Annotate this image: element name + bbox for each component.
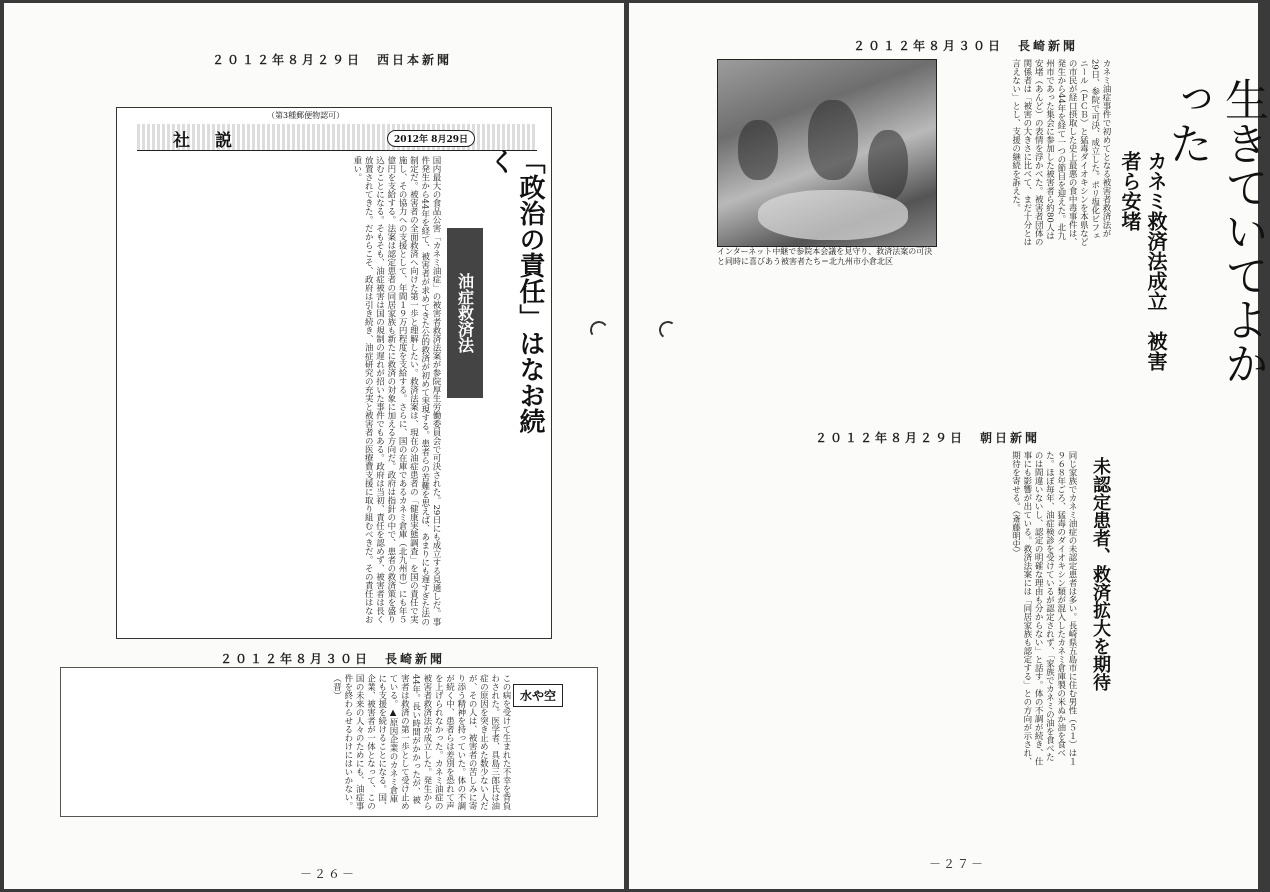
punch-hole-mark xyxy=(658,320,679,341)
left-page-header: ２０１２年８月２９日 西日本新聞 xyxy=(212,53,453,67)
left-page xyxy=(4,3,624,889)
postal-permit: （第3種郵便物認可） xyxy=(267,111,345,120)
editorial-date: 2012年 8月29日 xyxy=(387,130,475,147)
article1-subheadline: カネミ救済法成立 被害者ら安堵 xyxy=(1118,151,1168,371)
punch-hole-mark xyxy=(589,320,610,341)
article2-header: ２０１２年８月２９日 朝日新聞 xyxy=(815,431,1041,445)
article2-body: 同じ家族でカネミ油症の未認定患者は多い。長崎県五島市に住む男性（５１）は１９６８年ごろ、猛毒のダイオキシン類が混入したカネミ倉庫製の米ぬか油を食べた。ほぼ毎年、油症検診を受けているが認定されず、「家族でカネミの油を食べたのは間違いないし、認定の明確な理由も分からない」と話す。体の不調が続き、仕事にも影響が出ている。救済法案には「同居家族も認定する」との方向が示され、期待を寄せる。（斎藤明史） xyxy=(1010,451,1077,766)
article1-clipping xyxy=(713,55,1268,385)
column-body: この病を受けて生まれた不幸を背負わされた。医学者、具島三郎氏は油症の原因を突き止めた数少ない人だが、その人は、被害者の苦しみに寄り添う精神を持っていた。体の不調が続く中、患者らは差別を恐れて声を上げられなかった。カネミ油症の被害者救済法が成立した。発生から44年。長い時間がかかったが、被害者は救済の第一歩として受け止めている。▲原因企業のカネミ倉庫にも支援を続けることになる。国、企業、被害者が一体となって、この国の未来の人々のためにも、油症事件を終わらせるわけにはいかない。（晋） xyxy=(331,674,511,810)
editorial-title: 「政治の責任」はなお続く xyxy=(485,148,545,434)
column-clipping xyxy=(60,667,598,817)
right-page-number: －２７－ xyxy=(929,857,986,871)
article2-headline: 未認定患者、救済拡大を期待 xyxy=(1090,457,1111,691)
editorial-subtitle: 油症救済法 xyxy=(447,228,483,398)
editorial-section-label: 社 説 xyxy=(173,131,236,151)
column-logo: 水や空 xyxy=(513,684,563,707)
photo-caption: インターネット中継で参院本会議を見守り、救済法案の可決と同時に喜びあう被害者たち＝北九州市小倉北区 xyxy=(717,247,933,266)
article1-body: カネミ油症事件で初めてとなる被害者救済法が29日、参院で可決、成立した。ポリ塩化ビフェニール（ＰＣＢ）と猛毒ダイオキシンを本県などの市民が経口摂取した史上最悪の食中毒事件は、発生から44年を経て一つの節目を迎えた。北九州市であった集会に参加した被害者ら約80人は安堵（あんど）の表情を浮かべた。被害者団体の関係者は「被害の大きさに比べて、まだ十分とは言えない」とし、支援の継続を訴えた。 xyxy=(1010,59,1111,246)
news-photo xyxy=(717,59,937,247)
article2-clipping xyxy=(753,445,1179,775)
editorial-body: 国内最大の食品公害「カネミ油症」の被害者救済法案が参院厚生労働委員会で可決された。29日にも成立する見通しだ。事件発生から44年を経て、被害者が求めてきた公的救済が初めて実現する。患者らの苦難を思えば、あまりにも遅すぎた法の制定だ。被害者の全面救済へ向けた第一歩と理解したい。救済法案は、現在の油症患者の「健康実態調査」を国の責任で実施し、その協力への支援として、年間１９万円程度を支給する。さらに、国の在庫であるカネミ倉庫（北九州市）にも年５億円を支給する。法案は認定患者の同居家族も新たに救済の対象に加える方向だ。政府は指針の中で、患者の救済策を盛り込むことになる。そもそも、油症被害は国の規制の遅れが招いた事件でもある。政府は当初、責任を認めず、被害者は長く放置されてきた。だからこそ、政府は引き続き、油症研究の充実と被害者の医療費支援に取り組むべきだ。その責任はなお重い。 xyxy=(351,156,441,626)
article1-headline: 生きていてよかった xyxy=(1161,77,1268,385)
left-page-number: －２６－ xyxy=(300,867,357,881)
column-header: ２０１２年８月３０日 長崎新聞 xyxy=(220,652,446,666)
right-page xyxy=(629,3,1268,889)
right-page-header: ２０１２年８月３０日 長崎新聞 xyxy=(853,39,1079,53)
editorial-clipping xyxy=(116,107,552,639)
